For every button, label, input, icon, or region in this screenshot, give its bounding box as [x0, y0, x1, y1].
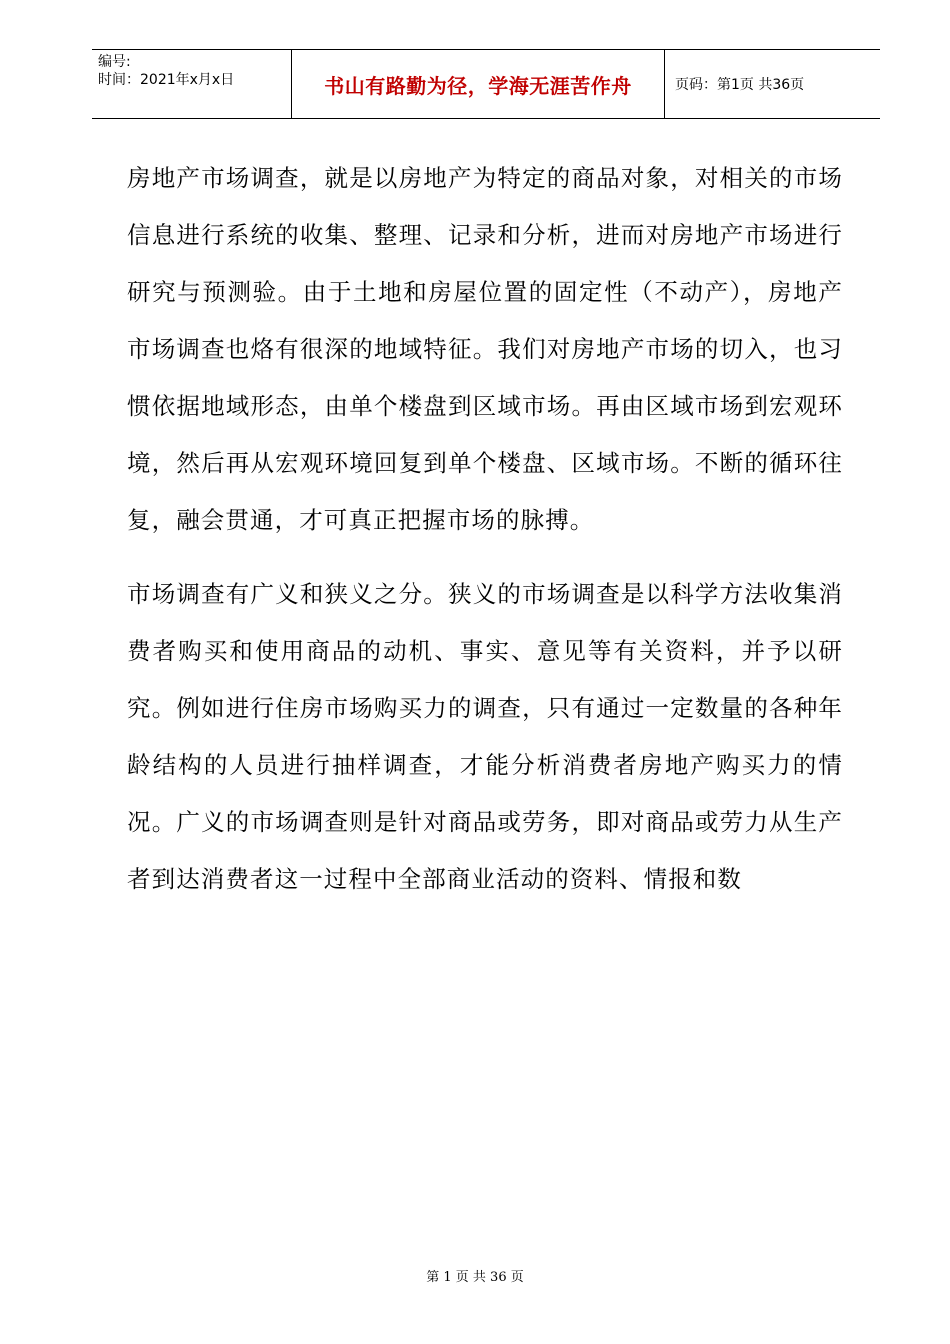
document-time-label: 时间：2021年x月x日: [98, 72, 235, 88]
header-page-cell: [665, 50, 880, 118]
body-paragraph-2: 市场调查有广义和狭义之分。狭义的市场调查是以科学方法收集消费者购买和使用商品的动机、事实、意见等有关资料，并予以研究。例如进行住房市场购买力的调查，只有通过一定数量的各种年龄结构的人员进行抽样调查，才能分析消费者房地产购买力的情况。广义的市场调查则是针对商品或劳务，即对商品或劳力从生产者到达消费者这一过程中全部商业活动的资料、情报和数: [127, 580, 843, 893]
page-footer: 第 1 页 共 36 页: [426, 1270, 524, 1285]
header-page-info: 页码：第1页 共36页: [675, 77, 805, 93]
body-paragraph-1: 房地产市场调查，就是以房地产为特定的商品对象，对相关的市场信息进行系统的收集、整理、记录和分析，进而对房地产市场进行研究与预测验。由于土地和房屋位置的固定性（不动产），房地产市场调查也烙有很深的地域特征。我们对房地产市场的切入，也习惯依据地域形态，由单个楼盘到区域市场。再由区域市场到宏观环境，然后再从宏观环境回复到单个楼盘、区域市场。不断的循环往复，融会贯通，才可真正把握市场的脉搏。: [127, 164, 843, 534]
header-motto-cell: [292, 50, 665, 118]
header-meta-cell: [92, 50, 292, 118]
page-header: [92, 49, 880, 119]
document-number-label: 编号:: [98, 54, 131, 70]
document-body: [127, 150, 843, 908]
header-motto: 书山有路勤为径，学海无涯苦作舟: [324, 73, 632, 98]
